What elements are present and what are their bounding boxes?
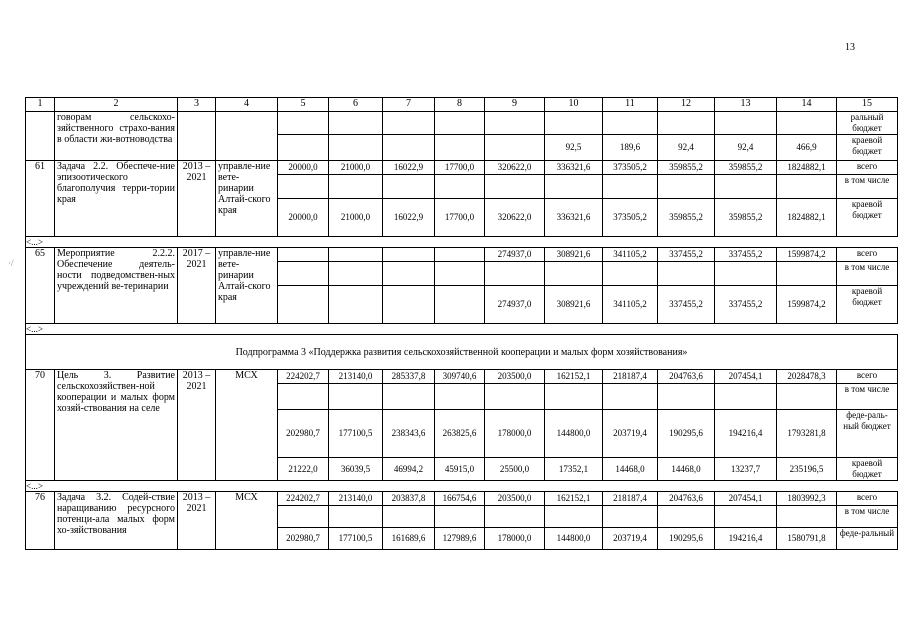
exec-cell: МСХ: [216, 492, 278, 550]
value-cell: [485, 506, 545, 528]
exec-cell: МСХ: [216, 370, 278, 481]
value-cell: [715, 506, 777, 528]
value-cell: 16022,9: [383, 161, 435, 175]
value-cell: 341105,2: [603, 248, 658, 262]
value-cell: 207454,1: [715, 370, 777, 384]
table-row: [26, 112, 898, 135]
value-cell: [658, 506, 715, 528]
years-cell: 2013 – 2021: [178, 492, 216, 550]
value-cell: 337455,2: [658, 286, 715, 324]
num-cell: 61: [26, 161, 55, 237]
value-cell: [603, 112, 658, 135]
column-header: 1: [26, 98, 55, 112]
value-cell: [603, 384, 658, 410]
value-cell: 1824882,1: [777, 161, 837, 175]
value-cell: [777, 506, 837, 528]
value-cell: 238343,6: [383, 410, 435, 458]
value-cell: [435, 384, 485, 410]
value-cell: [383, 175, 435, 199]
column-header: 13: [715, 98, 777, 112]
value-cell: 359855,2: [658, 199, 715, 237]
value-cell: 203837,8: [383, 492, 435, 506]
program-table: [25, 97, 898, 550]
column-header: 10: [545, 98, 603, 112]
source-label: всего: [837, 161, 898, 175]
value-cell: 204763,6: [658, 370, 715, 384]
value-cell: [435, 286, 485, 324]
years-cell: 2017 – 2021: [178, 248, 216, 324]
column-header: 8: [435, 98, 485, 112]
value-cell: 17700,0: [435, 199, 485, 237]
value-cell: 263825,6: [435, 410, 485, 458]
value-cell: [278, 112, 329, 135]
value-cell: 359855,2: [715, 161, 777, 175]
value-cell: 161689,6: [383, 528, 435, 550]
value-cell: 213140,0: [329, 492, 383, 506]
name-cell: Цель 3. Развитие сельскохозяйствен-ной кооперации и малых форм хозяй-ствования на селе: [55, 370, 178, 481]
value-cell: [329, 384, 383, 410]
value-cell: 25500,0: [485, 458, 545, 481]
value-cell: 92,4: [715, 135, 777, 161]
value-cell: 224202,7: [278, 370, 329, 384]
value-cell: 218187,4: [603, 370, 658, 384]
value-cell: [545, 175, 603, 199]
value-cell: [329, 135, 383, 161]
value-cell: 21222,0: [278, 458, 329, 481]
table-row: [26, 248, 898, 262]
value-cell: [329, 175, 383, 199]
value-cell: 1599874,2: [777, 248, 837, 262]
column-header: 15: [837, 98, 898, 112]
value-cell: 14468,0: [603, 458, 658, 481]
value-cell: 337455,2: [715, 286, 777, 324]
column-header: 2: [55, 98, 178, 112]
value-cell: 203500,0: [485, 370, 545, 384]
value-cell: 92,5: [545, 135, 603, 161]
page-number: 13: [845, 42, 855, 53]
value-cell: [545, 262, 603, 286]
value-cell: 189,6: [603, 135, 658, 161]
value-cell: [603, 175, 658, 199]
value-cell: 190295,6: [658, 410, 715, 458]
value-cell: 203719,4: [603, 528, 658, 550]
name-cell: Мероприятие 2.2.2. Обеспечение деятель-ности подведомствен-ных учреждений ве-теринарии: [55, 248, 178, 324]
value-cell: [435, 112, 485, 135]
column-header: 11: [603, 98, 658, 112]
value-cell: 162152,1: [545, 370, 603, 384]
value-cell: 13237,7: [715, 458, 777, 481]
value-cell: [435, 175, 485, 199]
value-cell: 45915,0: [435, 458, 485, 481]
value-cell: 1599874,2: [777, 286, 837, 324]
ellipsis-marker: <...>: [26, 237, 898, 248]
value-cell: 337455,2: [715, 248, 777, 262]
value-cell: [278, 262, 329, 286]
value-cell: 177100,5: [329, 410, 383, 458]
source-label: всего: [837, 248, 898, 262]
value-cell: [278, 286, 329, 324]
value-cell: 341105,2: [603, 286, 658, 324]
subprogram-title: Подпрограмма 3 «Поддержка развития сельскохозяйственной кооперации и малых форм хозяйствования»: [26, 335, 898, 370]
value-cell: 178000,0: [485, 528, 545, 550]
source-label: в том числе: [837, 262, 898, 286]
value-cell: [715, 384, 777, 410]
num-cell: 65: [26, 248, 55, 324]
name-cell: Задача 2.2. Обеспече-ние эпизоотического благополучия терри-тории края: [55, 161, 178, 237]
value-cell: [329, 286, 383, 324]
value-cell: [545, 384, 603, 410]
value-cell: 202980,7: [278, 410, 329, 458]
ellipsis-marker: <...>: [26, 324, 898, 335]
value-cell: [435, 135, 485, 161]
value-cell: 218187,4: [603, 492, 658, 506]
value-cell: 274937,0: [485, 286, 545, 324]
value-cell: 127989,6: [435, 528, 485, 550]
value-cell: 14468,0: [658, 458, 715, 481]
source-label: краевой бюджет: [837, 458, 898, 481]
value-cell: 207454,1: [715, 492, 777, 506]
value-cell: 144800,0: [545, 528, 603, 550]
value-cell: [383, 262, 435, 286]
value-cell: 21000,0: [329, 161, 383, 175]
years-cell: 2013 – 2021: [178, 370, 216, 481]
column-header: 5: [278, 98, 329, 112]
value-cell: [603, 506, 658, 528]
value-cell: 359855,2: [658, 161, 715, 175]
value-cell: 285337,8: [383, 370, 435, 384]
value-cell: [715, 262, 777, 286]
value-cell: [777, 112, 837, 135]
source-label: краевой бюджет: [837, 135, 898, 161]
value-cell: 144800,0: [545, 410, 603, 458]
value-cell: [485, 262, 545, 286]
value-cell: 2028478,3: [777, 370, 837, 384]
value-cell: [485, 135, 545, 161]
value-cell: 178000,0: [485, 410, 545, 458]
value-cell: 17700,0: [435, 161, 485, 175]
value-cell: 203500,0: [485, 492, 545, 506]
value-cell: [383, 286, 435, 324]
source-label: в том числе: [837, 384, 898, 410]
value-cell: [658, 112, 715, 135]
value-cell: 1803992,3: [777, 492, 837, 506]
value-cell: 235196,5: [777, 458, 837, 481]
value-cell: 203719,4: [603, 410, 658, 458]
value-cell: 20000,0: [278, 199, 329, 237]
value-cell: [383, 384, 435, 410]
value-cell: 224202,7: [278, 492, 329, 506]
column-header: 14: [777, 98, 837, 112]
column-header: 4: [216, 98, 278, 112]
source-label: феде-раль-ный бюджет: [837, 410, 898, 458]
value-cell: 16022,9: [383, 199, 435, 237]
column-header: 3: [178, 98, 216, 112]
value-cell: [435, 262, 485, 286]
value-cell: [278, 506, 329, 528]
source-label: в том числе: [837, 175, 898, 199]
years-cell: 2013 – 2021: [178, 161, 216, 237]
value-cell: 166754,6: [435, 492, 485, 506]
value-cell: 336321,6: [545, 199, 603, 237]
value-cell: 466,9: [777, 135, 837, 161]
value-cell: [777, 384, 837, 410]
table-row: [26, 335, 898, 370]
value-cell: 21000,0: [329, 199, 383, 237]
value-cell: [715, 112, 777, 135]
value-cell: [329, 248, 383, 262]
column-header: 6: [329, 98, 383, 112]
value-cell: 213140,0: [329, 370, 383, 384]
table-row: [26, 98, 898, 112]
table-row: [26, 161, 898, 175]
column-header: 9: [485, 98, 545, 112]
table-row: [26, 481, 898, 492]
value-cell: [658, 175, 715, 199]
value-cell: 20000,0: [278, 161, 329, 175]
source-label: краевой бюджет: [837, 199, 898, 237]
value-cell: 1793281,8: [777, 410, 837, 458]
value-cell: 309740,6: [435, 370, 485, 384]
source-label: краевой бюджет: [837, 286, 898, 324]
years-cell: [178, 112, 216, 161]
value-cell: 308921,6: [545, 286, 603, 324]
value-cell: [777, 262, 837, 286]
num-cell: 70: [26, 370, 55, 481]
value-cell: [485, 175, 545, 199]
value-cell: 373505,2: [603, 161, 658, 175]
value-cell: 194216,4: [715, 410, 777, 458]
value-cell: [383, 248, 435, 262]
value-cell: 320622,0: [485, 161, 545, 175]
exec-cell: управле-ние вете-ринарии Алтай-ского края: [216, 161, 278, 237]
value-cell: 204763,6: [658, 492, 715, 506]
value-cell: 274937,0: [485, 248, 545, 262]
source-label: ральный бюджет: [837, 112, 898, 135]
num-cell: [26, 112, 55, 161]
table-row: [26, 324, 898, 335]
value-cell: 92,4: [658, 135, 715, 161]
value-cell: 202980,7: [278, 528, 329, 550]
value-cell: 177100,5: [329, 528, 383, 550]
value-cell: 17352,1: [545, 458, 603, 481]
value-cell: [435, 506, 485, 528]
value-cell: [435, 248, 485, 262]
source-label: всего: [837, 492, 898, 506]
value-cell: [278, 384, 329, 410]
value-cell: [777, 175, 837, 199]
value-cell: [545, 506, 603, 528]
value-cell: [383, 112, 435, 135]
value-cell: 162152,1: [545, 492, 603, 506]
source-label: в том числе: [837, 506, 898, 528]
value-cell: [329, 506, 383, 528]
value-cell: 1580791,8: [777, 528, 837, 550]
value-cell: 46994,2: [383, 458, 435, 481]
value-cell: [278, 135, 329, 161]
column-header: 12: [658, 98, 715, 112]
value-cell: [545, 112, 603, 135]
table-row: [26, 492, 898, 506]
value-cell: [278, 248, 329, 262]
value-cell: 373505,2: [603, 199, 658, 237]
value-cell: 336321,6: [545, 161, 603, 175]
column-header: 7: [383, 98, 435, 112]
value-cell: 308921,6: [545, 248, 603, 262]
value-cell: [603, 262, 658, 286]
value-cell: 194216,4: [715, 528, 777, 550]
ellipsis-marker: <...>: [26, 481, 898, 492]
value-cell: 36039,5: [329, 458, 383, 481]
exec-cell: [216, 112, 278, 161]
name-cell: говорам сельскохо-зяйственного страхо-вания в области жи-вотноводства: [55, 112, 178, 161]
value-cell: [278, 175, 329, 199]
value-cell: [329, 112, 383, 135]
value-cell: 320622,0: [485, 199, 545, 237]
value-cell: 190295,6: [658, 528, 715, 550]
margin-mark: ·/: [8, 258, 14, 268]
value-cell: [383, 506, 435, 528]
exec-cell: управле-ние вете-ринарии Алтай-ского края: [216, 248, 278, 324]
source-label: всего: [837, 370, 898, 384]
value-cell: 1824882,1: [777, 199, 837, 237]
value-cell: [329, 262, 383, 286]
value-cell: 359855,2: [715, 199, 777, 237]
num-cell: 76: [26, 492, 55, 550]
table-row: [26, 370, 898, 384]
value-cell: [485, 384, 545, 410]
program-table-container: [25, 97, 897, 550]
name-cell: Задача 3.2. Содей-ствие наращиванию ресурсного потенци-ала малых форм хо-зяйствования: [55, 492, 178, 550]
source-label: феде-ральный: [837, 528, 898, 550]
value-cell: [485, 112, 545, 135]
value-cell: [658, 262, 715, 286]
value-cell: [383, 135, 435, 161]
value-cell: [715, 175, 777, 199]
value-cell: [658, 384, 715, 410]
table-row: [26, 237, 898, 248]
value-cell: 337455,2: [658, 248, 715, 262]
